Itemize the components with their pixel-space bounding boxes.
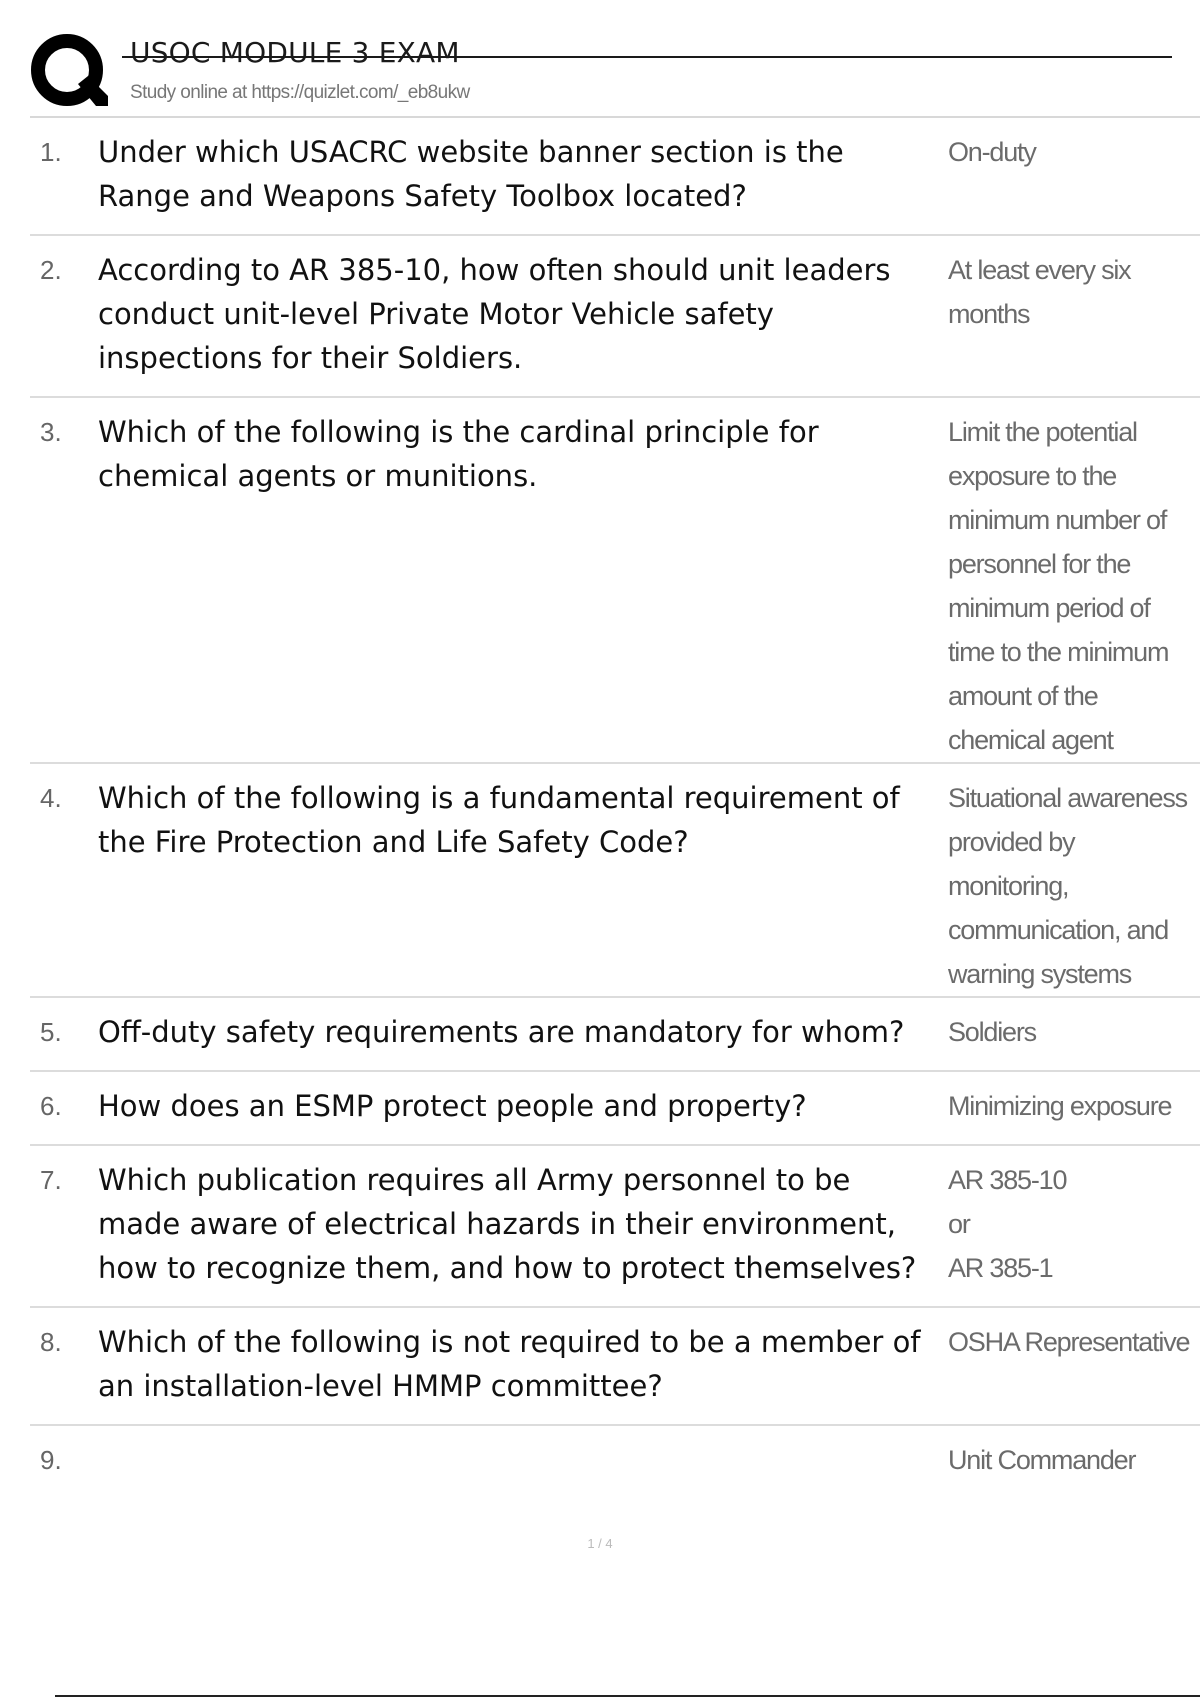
item-number: 5. <box>40 1017 62 1047</box>
answer-line: or <box>948 1209 970 1239</box>
list-item <box>30 764 1200 998</box>
list-item <box>30 998 1200 1072</box>
list-item <box>30 236 1200 398</box>
answer-line: Situational awareness provided by monitoring, communication, and warning systems <box>948 783 1187 989</box>
study-online-link[interactable]: Study online at https://quizlet.com/_eb8ukw <box>130 82 470 103</box>
question-text: Which of the following is a fundamental requirement of the Fire Protection and Life Safety Code? <box>98 781 900 859</box>
question-text: How does an ESMP protect people and property? <box>98 1089 807 1123</box>
question-text: Which of the following is not required to be a member of an installation-level HMMP committee? <box>98 1325 921 1403</box>
answer-line: Unit Commander <box>948 1445 1136 1475</box>
answer-text <box>948 998 1200 1070</box>
answer-line: AR 385-1 <box>948 1253 1053 1283</box>
question-text: Which publication requires all Army personnel to be made aware of electrical hazards in their environment, how to recognize them, and how to protect themselves? <box>98 1163 917 1285</box>
answer-text <box>948 398 1200 762</box>
footer-divider <box>55 1695 1200 1697</box>
list-item <box>30 1072 1200 1146</box>
answer-line: AR 385-10 <box>948 1165 1067 1195</box>
answer-text <box>948 1072 1200 1144</box>
question-text: Which of the following is the cardinal principle for chemical agents or munitions. <box>98 415 819 493</box>
answer-line: OSHA Representative <box>948 1327 1190 1357</box>
item-number: 4. <box>40 783 62 813</box>
list-item <box>30 398 1200 764</box>
question-text <box>98 1426 948 1482</box>
question-text: Under which USACRC website banner section is the Range and Weapons Safety Toolbox located? <box>98 135 844 213</box>
question-text: According to AR 385-10, how often should unit leaders conduct unit-level Private Motor Vehicle safety inspections for their Soldiers. <box>98 253 891 375</box>
answer-line: Minimizing exposure <box>948 1091 1172 1121</box>
answer-text <box>948 236 1200 396</box>
list-item <box>30 1308 1200 1426</box>
item-number: 8. <box>40 1327 62 1357</box>
answer-text <box>948 764 1200 996</box>
list-item <box>30 1146 1200 1308</box>
item-number: 9. <box>40 1445 62 1475</box>
answer-text <box>948 1426 1200 1482</box>
answer-text <box>948 1146 1200 1306</box>
question-text: Off-duty safety requirements are mandatory for whom? <box>98 1015 905 1049</box>
item-number: 6. <box>40 1091 62 1121</box>
answer-line: On-duty <box>948 137 1036 167</box>
item-number: 2. <box>40 255 62 285</box>
page-title: USOC MODULE 3 EXAM <box>130 36 460 69</box>
answer-line: Soldiers <box>948 1017 1036 1047</box>
answer-line: Limit the potential exposure to the minimum number of personnel for the minimum period of time to the minimum amount of the chemical agent <box>948 417 1169 755</box>
answer-text <box>948 1308 1200 1424</box>
page-number: 1 / 4 <box>587 1536 613 1551</box>
answer-text <box>948 118 1200 234</box>
list-item <box>30 118 1200 236</box>
item-number: 3. <box>40 417 62 447</box>
item-number: 7. <box>40 1165 62 1195</box>
answer-line: At least every six months <box>948 255 1131 329</box>
question-list <box>30 118 1200 1482</box>
quizlet-logo-icon <box>30 32 110 112</box>
item-number: 1. <box>40 137 62 167</box>
document-header <box>30 30 1140 115</box>
list-item <box>30 1426 1200 1482</box>
